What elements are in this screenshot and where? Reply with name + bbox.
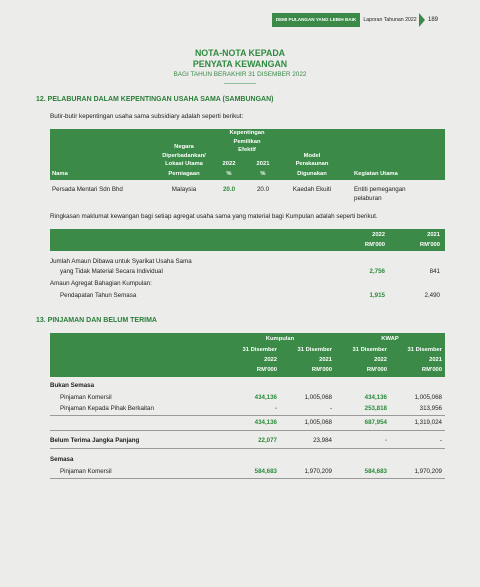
col-2021: 2021 [256,161,270,167]
jv-country: Malaysia [171,186,197,193]
col-2022: 2022 [372,232,385,238]
col-2021: 2021 [427,232,440,238]
non-current-heading: Bukan Semasa [50,382,95,389]
jv-activity-1: Entiti pemegangan [354,186,406,193]
col-year-1: 2022 [264,357,277,363]
long-term-v3: - [384,437,387,444]
current-rule [50,478,445,479]
title-divider [224,83,256,84]
col-kepentingan-2: Pemilikan [233,138,261,145]
col-negara-2: Diperbadankan/ [162,152,206,159]
summary-row1-2022: 2,756 [369,268,385,275]
summary-row2-2021: 2,490 [424,292,440,299]
summary-intro: Ringkasan maklumat kewangan bagi setiap agregat usaha sama yang material bagi Kumpulan adalah seperti berikut. [50,213,378,220]
loan-row1-label: Pinjaman Komersil [60,394,112,401]
col-unit-4: RM'000 [421,367,442,373]
summary-row1-label-b: yang Tidak Material Secara Individual [60,268,163,275]
col-model-3: Digunakan [297,171,327,177]
long-term-receivable-label: Belum Terima Jangka Panjang [50,437,140,444]
current-heading: Semasa [50,456,74,463]
loan-row2-v3: 253,818 [364,405,387,412]
summary-row1-2021: 841 [429,268,440,275]
long-term-rule [50,448,445,449]
current-row-label: Pinjaman Komersil [60,468,112,475]
current-v2: 1,970,209 [304,468,332,475]
current-v3: 584,683 [364,468,387,475]
summary-row1-label-a: Jumlah Amaun Dibawa untuk Syarikat Usaha Sama [50,258,192,265]
summary-row2-label-b: Pendapatan Tahun Semasa [60,292,137,299]
col-2022-unit: % [226,171,232,177]
current-v1: 584,683 [254,468,277,475]
arrow-right-icon [419,13,425,27]
col-negara-1: Negara [174,144,194,150]
col-negara-3: Lokasi Utama [165,161,203,167]
header-band: DEMI PULANGAN YANG LEBIH BAIK [272,13,360,27]
report-title: Laporan Tahunan 2022 [363,17,417,23]
col-kepentingan-1: Kepentingan [229,130,265,136]
jv-stake-2021: 20.0 [256,186,270,193]
col-2021-unit: RM'000 [419,242,440,248]
loan-row2-v2: - [329,405,332,412]
loan-row1-v4: 1,005,068 [414,394,442,401]
section-13-heading: 13. PINJAMAN DAN BELUM TERIMA [36,317,157,324]
section-12-intro: Butir-butir kepentingan usaha sama subsidiary adalah seperti berikut: [50,113,244,120]
loan-row1-v1: 434,136 [254,394,277,401]
jv-model: Kaedah Ekuiti [292,186,332,193]
summary-row2-2022: 1,915 [369,292,385,299]
group-kwap: KWAP [381,336,399,342]
col-date-3: 31 Disember [352,347,387,353]
col-negara-4: Perniagaan [168,171,200,177]
col-unit-3: RM'000 [366,367,387,373]
col-unit-1: RM'000 [256,367,277,373]
col-2022-unit: RM'000 [364,242,385,248]
long-term-v4: - [439,437,442,444]
group-kumpulan: Kumpulan [265,336,295,342]
jv-name: Persada Mentari Sdn Bhd [52,186,123,193]
loan-row1-v2: 1,005,068 [304,394,332,401]
col-date-2: 31 Disember [297,347,332,353]
loan-row2-label: Pinjaman Kepada Pihak Berkaitan [60,405,154,412]
col-date-1: 31 Disember [242,347,277,353]
page-title-line1: NOTA-NOTA KEPADA [194,48,286,58]
jv-activity-2: pelaburan [354,195,382,202]
col-model-2: Perakaunan [295,161,329,167]
col-kepentingan-3: Efektif [238,147,256,153]
col-date-4: 31 Disember [407,347,442,353]
col-model-1: Model [303,152,321,159]
col-year-2: 2021 [319,357,332,363]
col-nama: Nama [52,171,68,177]
section-12-heading: 12. PELABURAN DALAM KEPENTINGAN USAHA SAMA (SAMBUNGAN) [36,96,274,103]
col-year-4: 2021 [429,357,442,363]
summary-row2-label-a: Amaun Agregat Bahagian Kumpulan: [50,280,152,287]
col-2021-unit: % [260,171,266,177]
jv-table-header [50,129,445,180]
subtotal-v2: 1,005,068 [304,419,332,426]
current-v4: 1,970,209 [414,468,442,475]
page-subtitle: BAGI TAHUN BERAKHIR 31 DISEMBER 2022 [173,71,307,78]
loan-row2-v4: 313,956 [419,405,442,412]
col-2022: 2022 [222,161,236,167]
subtotal-rule-top [50,415,445,416]
col-unit-2: RM'000 [311,367,332,373]
col-year-3: 2022 [374,357,387,363]
summary-table-header [50,229,445,251]
loan-row1-v3: 434,136 [364,394,387,401]
long-term-v1: 22,077 [258,437,277,444]
subtotal-v1: 434,136 [254,419,277,426]
loan-row2-v1: - [274,405,277,412]
subtotal-rule-bottom [50,430,445,431]
subtotal-v4: 1,319,024 [414,419,442,426]
page-number: 189 [428,17,439,23]
loans-table-header [50,333,445,377]
col-kegiatan: Kegiatan Utama [354,171,398,177]
page-title-line2: PENYATA KEWANGAN [192,59,288,69]
long-term-v2: 23,984 [313,437,332,444]
jv-stake-2022: 20.0 [222,186,236,193]
subtotal-v3: 687,954 [364,419,387,426]
